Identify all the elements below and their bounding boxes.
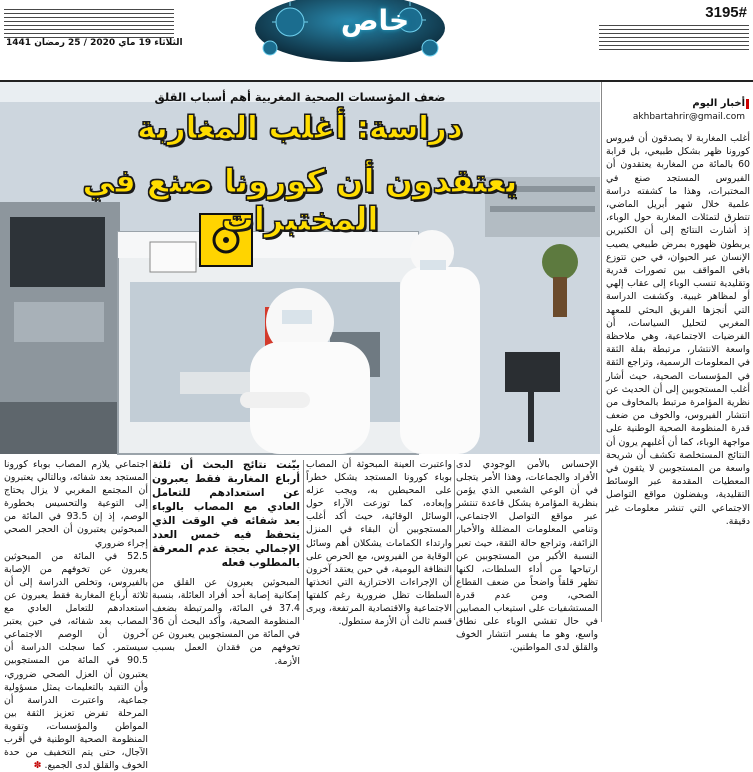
body-column-1 bbox=[456, 458, 598, 654]
column-separator bbox=[601, 82, 602, 622]
column-separator bbox=[303, 460, 304, 620]
section-title: خاص bbox=[340, 4, 410, 37]
column-separator bbox=[150, 460, 151, 620]
pullquote: بيّنت نتائج البحث أن ثلثة أرباع المغاربة فقط يعبرون عن استعدادهم للتعامل العادي مع المصاب بالوباء بعد شفائه في الوقت الذي يتحفظ فيه خمس العدد الإجمالي بحجة عدم المعرفة بالمطلوب فعله bbox=[152, 459, 300, 569]
body-column-1-text: الإحساس بالأمن الوجودي لدى الأفراد والجماعات، وهذا الأمر يتجلى في أن الوعي الشعبي الذي يؤمن بنظرية المؤامرة يشكل قاعدة تنتشر عبر مواقع التواصل الاجتماعي، وتنامي المعلومات المضللة والأخبار الزائفة، وتراجع حالة الثقة، حيث تعبر النسبة الأكبر من المستجوبين عن ارتياحها من أداء السلطات، لكنها تظهر قلقاً واضحاً من ضعف القطاع الصحي، ومن عدم قدرة المستشفيات على استيعاب المصابين في حال تفشي الوباء على نطاق واسع، وهو ما يفسر انتشار الخوف والقلق لدى المواطنين. bbox=[456, 459, 598, 654]
end-mark-icon: ✽ bbox=[33, 760, 42, 772]
body-column-4-text-continued bbox=[4, 550, 148, 772]
byline-name: أخبار اليوم bbox=[692, 98, 745, 109]
body-column-3 bbox=[152, 458, 300, 667]
body-column-4 bbox=[4, 458, 148, 772]
right-column-text bbox=[606, 132, 750, 620]
page-header bbox=[0, 0, 753, 82]
date-line: الثلاثاء 19 ماي 2020 / 25 رمضان 1441 bbox=[6, 38, 183, 48]
header-hatch-right bbox=[599, 24, 749, 50]
article-kicker: ضعف المؤسسات الصحية المغربية أهم أسباب القلق bbox=[154, 90, 446, 104]
body-column-4-text: اجتماعي يلازم المصاب بوباء كورونا المستجد بعد شفائه، وبالتالي يعتبرون أن المجتمع المغربي لا يزال يحتاج إلى التوعية والتحسيس بخطورة الوصم، إذ إن 93.5 في المائة من المبحوثين يعتبرون أن الحجر الصحي إجراء ضروري bbox=[4, 459, 148, 549]
body-column-2 bbox=[306, 458, 452, 628]
body-column-2-text: واعتبرت العينة المبحوثة أن المصاب بوباء كورونا المستجد يشكل خطراً على المحيطين به، ويجب عزله وإبعاده، كما توزعت الآراء حول الوسائل الوقائية، حيث أكد أغلب المستجوبين أن البقاء في المنزل وارتداء الكمامات يشكلان أهم وسائل الوقاية من الفيروس، مع الحرص على النظافة اليومية، في حين يعتقد آخرون أن الإجراءات الاحترازية التي اتخذتها السلطات تظل ضرورية رغم كلفتها الاجتماعية والاقتصادية المرتفعة، ويرى قسم ثالث أن الأزمة ستطول. bbox=[306, 459, 452, 628]
headline-line-2: يعتقدون أن كورونا صنع في المختبرات bbox=[82, 162, 518, 238]
body-column-4-text-extra: 52.5 في المائة من المبحوثين يعبرون عن تخوفهم من الإصابة بالفيروس، وتخلص الدراسة إلى أن ثلاثة أرباع المغاربة فقط يعبرون عن استعدادهم للتعامل العادي مع المصاب بعد شفائه، في حين يعتبر آخرون أن الوصم الاجتماعي سيستمر. كما سجلت الدراسة أن 90.5 في المائة من المستجوبين يعتبرون أن العزل الصحي ضروري، وأن التقيد بالتعليمات يمثل مسؤولية جماعية، واعتبرت الدراسة أن المرحلة تفرض تعزيز الثقة بين المواطن والمؤسسات، وتقوية المنظومة الصحية الوطنية في أقرب الآجال، حتى يتم التخفيف من حدة الخوف والقلق لدى الجميع. bbox=[4, 550, 148, 772]
issue-number: 3195# bbox=[705, 4, 747, 21]
byline-email: akhbartahrir@gmail.com bbox=[632, 112, 745, 122]
headline-line-1: دراسة: أغلب المغاربة bbox=[137, 110, 463, 146]
right-column-paragraph: أغلب المغاربة لا يصدقون أن فيروس كورونا ظهر بشكل طبيعي، بل قرابة 60 بالمائة من المغاربة يعتقدون أن الفيروس المستجد صنع في المختبرات، وهذا ما كشفته دراسة علمية خلال شهر أبريل الماضي، تتطرق لتمثلات المغاربة حول الوباء، إذ أشارت النتائج إلى أن الكثيرين يربطون ظهوره بمرض طبيعي يصيب الإنسان عبر الحيوان، في حين تتوزع باقي المواقف بين تصورات قدرية وتقليدية تنسب الوباء إلى عقاب إلهي أو لمظاهر غيبية. وكشفت الدراسة التي أنجزها الفريق البحثي للمعهد المغربي لتحليل السياسات، أن الفرضيات الاجتماعية، وهي ملاحظة واسعة الانتشار، مرتبطة بقلة الثقة في المعلومات الرسمية، وتراجع الثقة في المؤسسات الصحية، حيث أشار أغلب المستجوبين إلى أن الحديث عن نظرية المؤامرة مرتبط بالمخاوف من انتشار الفيروس، والخوف من ضعف قدرة المنظومة الصحية الوطنية على مواجهة الوباء، كما أن أغلبهم يرون أن النتائج المستخلصة تكشف أن شريحة واسعة من المستجوبين لا يثقون في المعطيات المقدمة عبر الوسائط التقليدية، ويفضلون مواقع التواصل الاجتماعي التي تنشر معلومات غير دقيقة. bbox=[605, 133, 750, 527]
byline-marker-icon bbox=[746, 99, 749, 109]
body-column-3-text: المبحوثين يعبرون عن القلق من إمكانية إصابة أحد أفراد العائلة، بنسبة 37.4 في المائة، والمرتبطة بضعف المنظومة الصحية، وأكد البحث أن 36 في المائة من المستجوبين يعبرون عن تخوفهم من فقدان العمل بسبب الأزمة. bbox=[152, 577, 300, 667]
column-separator bbox=[454, 460, 455, 620]
header-hatch-left bbox=[4, 6, 174, 38]
